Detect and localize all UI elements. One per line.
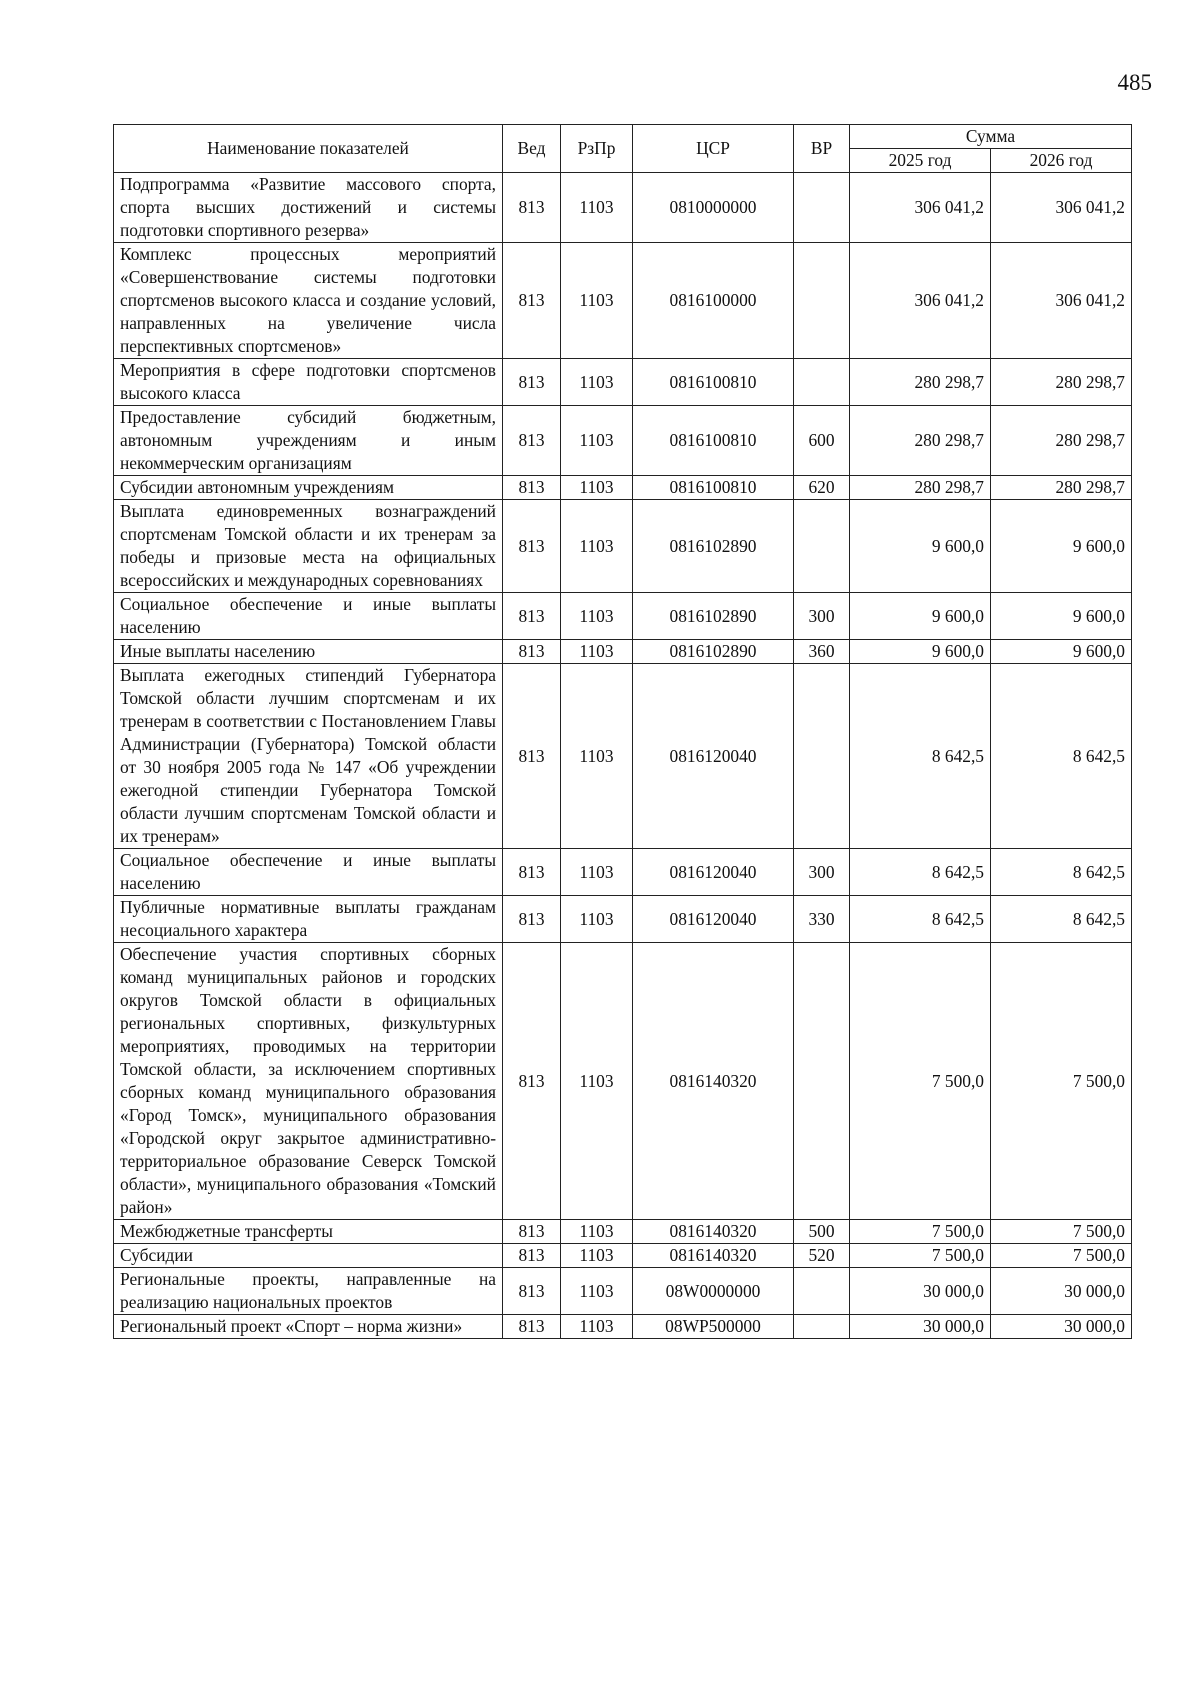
cell-vr: 500	[794, 1220, 850, 1244]
cell-csr: 0816102890	[633, 593, 794, 640]
cell-rzpr: 1103	[561, 593, 633, 640]
cell-sum-2025: 7 500,0	[850, 943, 991, 1220]
cell-vr	[794, 359, 850, 406]
cell-ved: 813	[503, 1268, 561, 1315]
table-row	[114, 406, 1132, 476]
table-row	[114, 1244, 1132, 1268]
cell-rzpr: 1103	[561, 359, 633, 406]
cell-sum-2025: 30 000,0	[850, 1315, 991, 1339]
cell-sum-2026: 30 000,0	[991, 1268, 1132, 1315]
cell-csr: 0816100810	[633, 359, 794, 406]
cell-csr: 0816120040	[633, 849, 794, 896]
cell-vr: 300	[794, 849, 850, 896]
cell-sum-2026: 9 600,0	[991, 640, 1132, 664]
cell-sum-2025: 306 041,2	[850, 243, 991, 359]
cell-ved: 813	[503, 359, 561, 406]
cell-vr	[794, 243, 850, 359]
cell-sum-2026: 8 642,5	[991, 849, 1132, 896]
table-row	[114, 1220, 1132, 1244]
table-row	[114, 664, 1132, 849]
budget-table	[113, 124, 1132, 1339]
table-row	[114, 849, 1132, 896]
cell-name: Мероприятия в сфере подготовки спортсменов высокого класса	[114, 359, 503, 406]
page-number: 485	[1117, 70, 1152, 95]
cell-vr: 620	[794, 476, 850, 500]
cell-ved: 813	[503, 1244, 561, 1268]
cell-ved: 813	[503, 1315, 561, 1339]
cell-vr	[794, 1268, 850, 1315]
cell-ved: 813	[503, 476, 561, 500]
cell-csr: 0816102890	[633, 500, 794, 593]
cell-sum-2026: 7 500,0	[991, 943, 1132, 1220]
cell-rzpr: 1103	[561, 1268, 633, 1315]
header-name: Наименование показателей	[114, 125, 503, 173]
cell-ved: 813	[503, 593, 561, 640]
cell-ved: 813	[503, 849, 561, 896]
cell-name: Межбюджетные трансферты	[114, 1220, 503, 1244]
cell-sum-2026: 280 298,7	[991, 406, 1132, 476]
cell-name: Предоставление субсидий бюджетным, автономным учреждениям и иным некоммерческим организациям	[114, 406, 503, 476]
header-rzpr: РзПр	[561, 125, 633, 173]
cell-sum-2025: 7 500,0	[850, 1244, 991, 1268]
cell-name: Выплата ежегодных стипендий Губернатора Томской области лучшим спортсменам и их тренерам в соответствии с Постановлением Главы Администрации (Губернатора) Томской области от 30 ноября 2005 года № 147 «Об учреждении ежегодной стипендии Губернатора Томской области лучшим спортсменам Томской области и их тренерам»	[114, 664, 503, 849]
cell-vr: 300	[794, 593, 850, 640]
cell-sum-2025: 8 642,5	[850, 664, 991, 849]
cell-name: Иные выплаты населению	[114, 640, 503, 664]
cell-csr: 0816120040	[633, 664, 794, 849]
cell-ved: 813	[503, 1220, 561, 1244]
table-row	[114, 243, 1132, 359]
cell-sum-2026: 7 500,0	[991, 1244, 1132, 1268]
cell-ved: 813	[503, 406, 561, 476]
cell-sum-2026: 8 642,5	[991, 896, 1132, 943]
cell-sum-2025: 9 600,0	[850, 593, 991, 640]
cell-vr	[794, 173, 850, 243]
cell-name: Обеспечение участия спортивных сборных команд муниципальных районов и городских округов Томской области в официальных региональных спортивных, физкультурных мероприятиях, проводимых на территории Томской области, за исключением спортивных сборных команд муниципального образования «Город Томск», муниципального образования «Городской округ закрытое административно-территориальное образование Северск Томской области», муниципального образования «Томский район»	[114, 943, 503, 1220]
cell-rzpr: 1103	[561, 1244, 633, 1268]
cell-sum-2025: 9 600,0	[850, 500, 991, 593]
cell-sum-2026: 7 500,0	[991, 1220, 1132, 1244]
cell-csr: 0816100810	[633, 406, 794, 476]
cell-csr: 0816102890	[633, 640, 794, 664]
cell-csr: 08WP500000	[633, 1315, 794, 1339]
cell-ved: 813	[503, 173, 561, 243]
cell-ved: 813	[503, 896, 561, 943]
cell-vr: 600	[794, 406, 850, 476]
cell-vr	[794, 664, 850, 849]
cell-sum-2025: 8 642,5	[850, 849, 991, 896]
cell-sum-2026: 306 041,2	[991, 173, 1132, 243]
table-body	[114, 173, 1132, 1339]
table-row	[114, 1315, 1132, 1339]
cell-sum-2026: 306 041,2	[991, 243, 1132, 359]
cell-rzpr: 1103	[561, 1220, 633, 1244]
cell-name: Публичные нормативные выплаты гражданам несоциального характера	[114, 896, 503, 943]
cell-csr: 0816140320	[633, 1244, 794, 1268]
table-row	[114, 943, 1132, 1220]
cell-csr: 0816100810	[633, 476, 794, 500]
cell-rzpr: 1103	[561, 664, 633, 849]
cell-sum-2025: 280 298,7	[850, 476, 991, 500]
table-row	[114, 359, 1132, 406]
cell-rzpr: 1103	[561, 500, 633, 593]
cell-sum-2026: 9 600,0	[991, 500, 1132, 593]
cell-vr: 520	[794, 1244, 850, 1268]
cell-rzpr: 1103	[561, 943, 633, 1220]
cell-csr: 0816140320	[633, 1220, 794, 1244]
cell-rzpr: 1103	[561, 896, 633, 943]
cell-rzpr: 1103	[561, 1315, 633, 1339]
cell-vr	[794, 1315, 850, 1339]
cell-sum-2025: 280 298,7	[850, 359, 991, 406]
cell-csr: 0816120040	[633, 896, 794, 943]
header-csr: ЦСР	[633, 125, 794, 173]
cell-ved: 813	[503, 640, 561, 664]
cell-rzpr: 1103	[561, 849, 633, 896]
cell-sum-2026: 9 600,0	[991, 593, 1132, 640]
cell-csr: 08W0000000	[633, 1268, 794, 1315]
cell-rzpr: 1103	[561, 173, 633, 243]
header-vr: ВР	[794, 125, 850, 173]
cell-rzpr: 1103	[561, 406, 633, 476]
table-row	[114, 593, 1132, 640]
cell-ved: 813	[503, 664, 561, 849]
cell-rzpr: 1103	[561, 243, 633, 359]
cell-csr: 0810000000	[633, 173, 794, 243]
header-ved: Вед	[503, 125, 561, 173]
cell-sum-2026: 280 298,7	[991, 476, 1132, 500]
cell-sum-2025: 7 500,0	[850, 1220, 991, 1244]
header-2025: 2025 год	[850, 149, 991, 173]
cell-name: Субсидии	[114, 1244, 503, 1268]
cell-sum-2025: 30 000,0	[850, 1268, 991, 1315]
cell-name: Подпрограмма «Развитие массового спорта, спорта высших достижений и системы подготовки спортивного резерва»	[114, 173, 503, 243]
cell-sum-2025: 280 298,7	[850, 406, 991, 476]
cell-rzpr: 1103	[561, 476, 633, 500]
cell-vr: 360	[794, 640, 850, 664]
cell-csr: 0816140320	[633, 943, 794, 1220]
header-2026: 2026 год	[991, 149, 1132, 173]
cell-sum-2026: 280 298,7	[991, 359, 1132, 406]
cell-sum-2025: 9 600,0	[850, 640, 991, 664]
cell-rzpr: 1103	[561, 640, 633, 664]
header-sum: Сумма	[850, 125, 1132, 149]
cell-name: Социальное обеспечение и иные выплаты населению	[114, 849, 503, 896]
table-row	[114, 500, 1132, 593]
cell-name: Региональные проекты, направленные на реализацию национальных проектов	[114, 1268, 503, 1315]
table-row	[114, 476, 1132, 500]
cell-csr: 0816100000	[633, 243, 794, 359]
cell-sum-2026: 8 642,5	[991, 664, 1132, 849]
table-row	[114, 896, 1132, 943]
table-row	[114, 640, 1132, 664]
cell-sum-2025: 306 041,2	[850, 173, 991, 243]
cell-name: Комплекс процессных мероприятий «Совершенствование системы подготовки спортсменов высокого класса и создание условий, направленных на увеличение числа перспективных спортсменов»	[114, 243, 503, 359]
cell-sum-2025: 8 642,5	[850, 896, 991, 943]
cell-vr: 330	[794, 896, 850, 943]
cell-ved: 813	[503, 243, 561, 359]
cell-name: Субсидии автономным учреждениям	[114, 476, 503, 500]
table-header	[114, 125, 1132, 173]
cell-vr	[794, 500, 850, 593]
cell-name: Региональный проект «Спорт – норма жизни»	[114, 1315, 503, 1339]
cell-ved: 813	[503, 943, 561, 1220]
cell-ved: 813	[503, 500, 561, 593]
cell-sum-2026: 30 000,0	[991, 1315, 1132, 1339]
table-row	[114, 1268, 1132, 1315]
cell-vr	[794, 943, 850, 1220]
table-row	[114, 173, 1132, 243]
cell-name: Выплата единовременных вознаграждений спортсменам Томской области и их тренерам за победы и призовые места на официальных всероссийских и международных соревнованиях	[114, 500, 503, 593]
cell-name: Социальное обеспечение и иные выплаты населению	[114, 593, 503, 640]
